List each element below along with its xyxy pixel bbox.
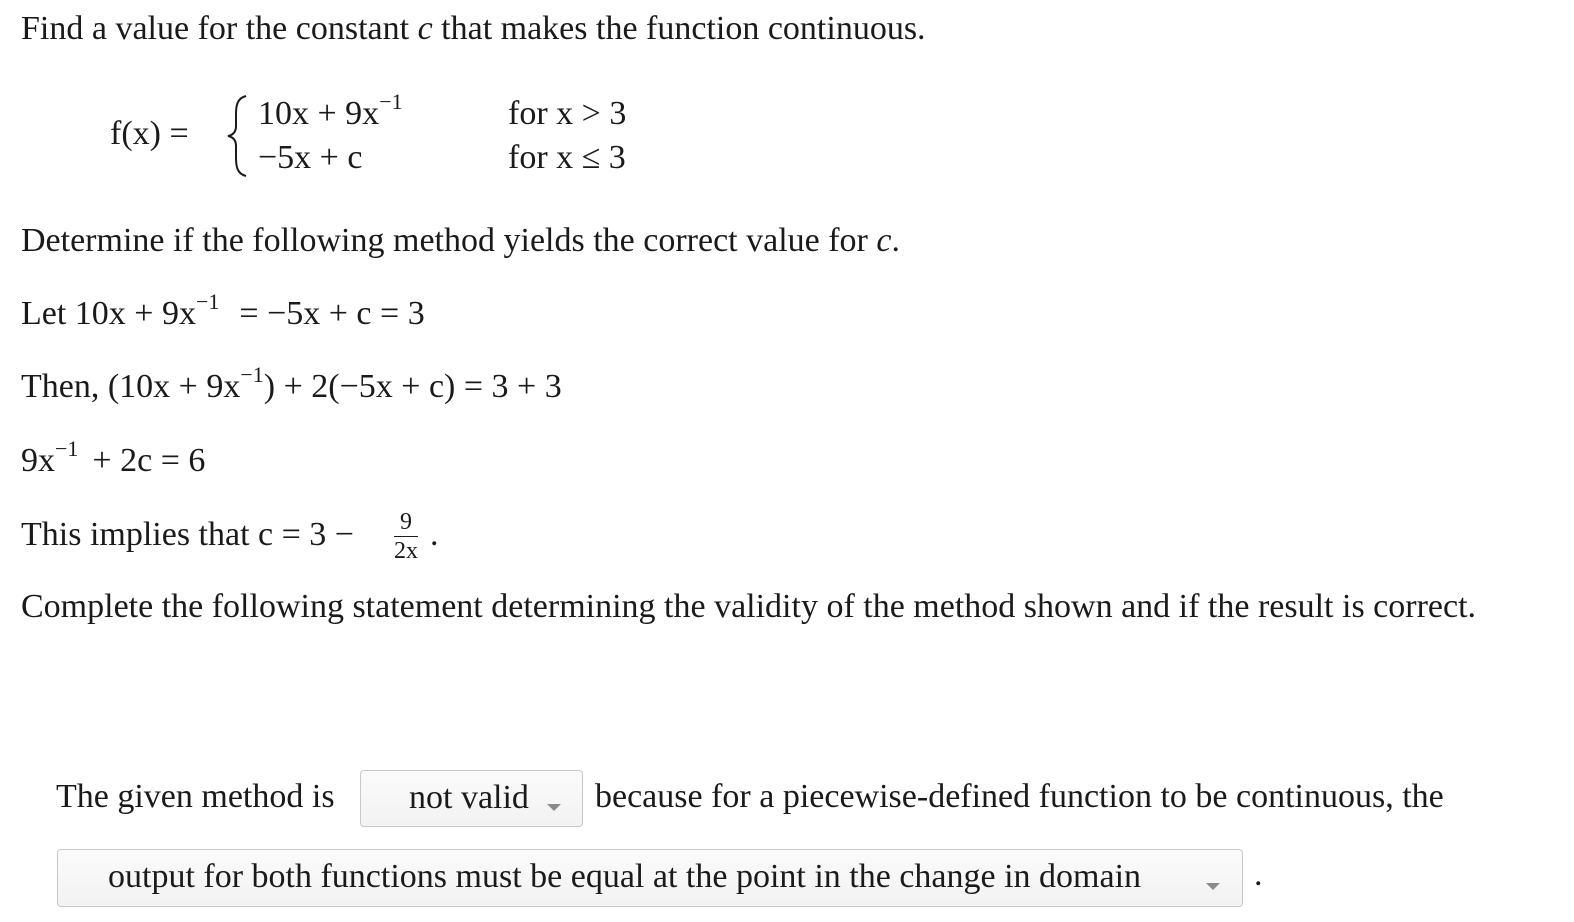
step3-post: + 2c = 6 — [92, 442, 206, 479]
method-step-2 — [21, 362, 562, 406]
reason-dropdown-value: output for both functions must be equal at the point in the change in domain — [108, 858, 1142, 895]
chevron-down-icon — [547, 804, 561, 811]
reason-dropdown[interactable] — [57, 849, 1243, 907]
fraction-denominator: 2x — [394, 538, 418, 564]
answer-sentence-start: The given method is — [56, 778, 335, 815]
instruction-text-after: that makes the function continuous. — [432, 10, 926, 47]
piece1-expr-text: 10x + 9x — [258, 95, 380, 132]
validity-dropdown[interactable] — [360, 770, 583, 827]
chevron-down-icon — [1206, 883, 1220, 890]
determine-text-after: . — [891, 222, 900, 259]
function-lhs: f(x) = — [110, 115, 189, 152]
fraction-numerator: 9 — [400, 509, 412, 535]
answer-sentence-mid: because for a piecewise-defined function to be continuous, the — [595, 778, 1444, 815]
step2-exponent: −1 — [240, 362, 264, 387]
piece1-expression — [258, 89, 403, 133]
method-step-4: This implies that c = 3 − — [21, 516, 354, 553]
piece1-exponent: −1 — [379, 89, 403, 114]
brace-svg — [226, 94, 252, 178]
piece2-expression: −5x + c — [258, 139, 363, 176]
left-brace-icon — [226, 94, 252, 178]
answer-sentence-end: . — [1254, 856, 1263, 893]
determine-text-before: Determine if the following method yields the correct value for — [21, 222, 877, 259]
piece2-condition: for x ≤ 3 — [508, 139, 626, 176]
step3-exponent: −1 — [55, 436, 79, 461]
step2-post: ) + 2(−5x + c) = 3 + 3 — [263, 368, 562, 405]
determine-variable: c — [876, 222, 892, 259]
step4-period: . — [430, 516, 439, 553]
instruction-variable: c — [417, 10, 433, 47]
problem-instruction — [21, 10, 926, 48]
method-step-1 — [21, 289, 425, 333]
step1-exponent: −1 — [195, 289, 220, 314]
step2-pre: Then, (10x + 9x — [21, 368, 241, 405]
step3-pre: 9x — [21, 442, 55, 479]
piece1-condition: for x > 3 — [508, 95, 627, 132]
instruction-text-before: Find a value for the constant — [21, 10, 418, 47]
validity-dropdown-value: not valid — [409, 779, 529, 816]
fraction-bar — [394, 536, 418, 537]
step1-post: = −5x + c = 3 — [239, 295, 425, 332]
complete-instruction: Complete the following statement determining the validity of the method shown and if the result is correct. — [21, 588, 1477, 625]
step1-pre: Let 10x + 9x — [21, 295, 196, 332]
determine-text — [21, 222, 900, 260]
step4-fraction — [394, 510, 418, 563]
method-step-3 — [21, 436, 206, 480]
